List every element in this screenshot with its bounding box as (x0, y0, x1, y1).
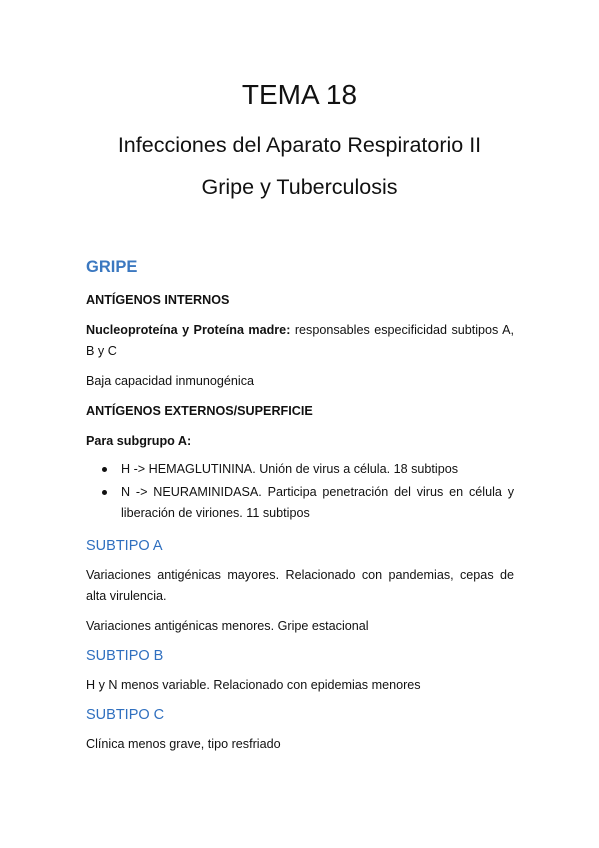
page-subtitle-secondary: Gripe y Tuberculosis (201, 175, 398, 199)
paragraph-baja-capacidad: Baja capacidad inmunogénica (86, 374, 255, 388)
paragraph-subtipo-c: Clínica menos grave, tipo resfriado (86, 737, 281, 751)
antigen-list (86, 459, 514, 524)
list-item-text: N -> NEURAMINIDASA. Participa penetración del virus en célula y liberación de viriones. 11 subtipos (121, 485, 514, 520)
page-title: TEMA 18 (241, 79, 358, 110)
heading-subtipo-c: SUBTIPO C (86, 707, 165, 723)
nucleoproteina-text: responsables especificidad subtipos A, B y C (86, 323, 514, 358)
nucleoproteina-label: Nucleoproteína y Proteína madre: (86, 323, 291, 337)
paragraph-nucleoproteina (86, 320, 514, 362)
heading-subtipo-a: SUBTIPO A (86, 538, 163, 554)
paragraph-subtipo-b: H y N menos variable. Relacionado con epidemias menores (86, 678, 421, 692)
paragraph-subtipo-a-menores: Variaciones antigénicas menores. Gripe estacional (86, 619, 369, 633)
list-item-text: H -> HEMAGLUTININA. Unión de virus a célula. 18 subtipos (121, 462, 459, 476)
heading-subtipo-b: SUBTIPO B (86, 648, 164, 664)
bullet-icon (102, 490, 107, 495)
heading-antigenos-externos: ANTÍGENOS EXTERNOS/SUPERFICIE (86, 404, 313, 418)
bullet-icon (102, 467, 107, 472)
page-subtitle: Infecciones del Aparato Respiratorio II (117, 133, 482, 157)
label-subgrupo-a: Para subgrupo A: (86, 434, 192, 448)
heading-antigenos-internos: ANTÍGENOS INTERNOS (86, 293, 230, 307)
list-item (86, 459, 514, 480)
list-item (86, 482, 514, 524)
paragraph-subtipo-a-mayores: Variaciones antigénicas mayores. Relacionado con pandemias, cepas de alta virulencia. (86, 568, 514, 603)
section-heading-gripe: GRIPE (86, 258, 138, 276)
document-body (86, 256, 514, 764)
